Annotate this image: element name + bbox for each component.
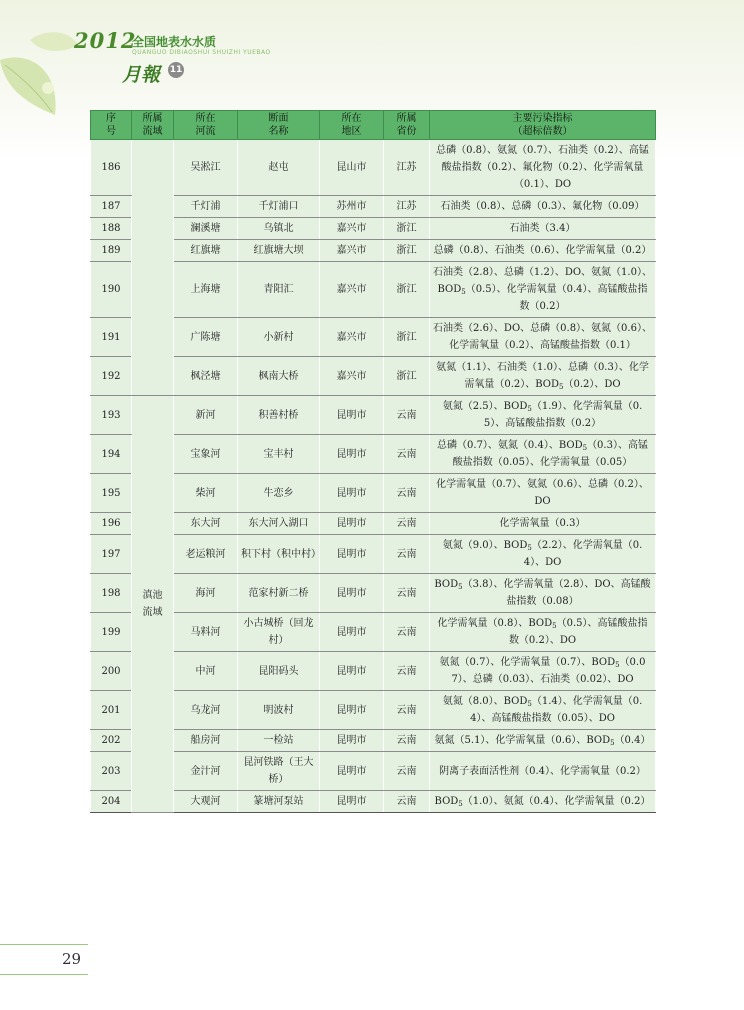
province-cell: 云南 bbox=[384, 752, 430, 791]
section-cell: 范家村新二桥 bbox=[238, 574, 320, 613]
masthead-year: 2012 bbox=[74, 28, 137, 53]
table-row bbox=[91, 357, 656, 396]
row-number-cell: 198 bbox=[91, 574, 132, 613]
area-cell: 嘉兴市 bbox=[320, 318, 384, 357]
area-cell: 嘉兴市 bbox=[320, 357, 384, 396]
area-cell: 昆明市 bbox=[320, 691, 384, 730]
row-number-cell: 193 bbox=[91, 396, 132, 435]
river-cell: 宝象河 bbox=[174, 435, 238, 474]
table-row bbox=[91, 196, 656, 218]
province-cell: 江苏 bbox=[384, 196, 430, 218]
table-row bbox=[91, 535, 656, 574]
section-cell: 昆阳码头 bbox=[238, 652, 320, 691]
pollutants-cell: $BOD_5(1.0)$、氨氮（0.4）、化学需氧量（0.2） bbox=[430, 791, 656, 813]
table-row bbox=[91, 396, 656, 435]
section-cell: 一检站 bbox=[238, 730, 320, 752]
pollutants-cell: 氨氮（9.0）、$BOD_5(2.2)$、化学需氧量（0.4）、DO bbox=[430, 535, 656, 574]
area-cell: 昆明市 bbox=[320, 613, 384, 652]
basin-cell: 滇池 流域 bbox=[132, 396, 174, 813]
province-cell: 云南 bbox=[384, 435, 430, 474]
column-header: 所在 地区 bbox=[320, 111, 384, 140]
pollutants-cell: 总磷（0.8）、氨氮（0.7）、石油类（0.2）、高锰酸盐指数（0.2）、氟化物（0.2）、化学需氧量（0.1）、DO bbox=[430, 140, 656, 196]
section-cell: 东大河入湖口 bbox=[238, 513, 320, 535]
area-cell: 昆明市 bbox=[320, 535, 384, 574]
section-cell: 赵屯 bbox=[238, 140, 320, 196]
province-cell: 云南 bbox=[384, 730, 430, 752]
column-header: 序 号 bbox=[91, 111, 132, 140]
area-cell: 昆明市 bbox=[320, 474, 384, 513]
column-header: 主要污染指标 （超标倍数） bbox=[430, 111, 656, 140]
pollutants-cell: 石油类（3.4） bbox=[430, 218, 656, 240]
column-header: 所属 流域 bbox=[132, 111, 174, 140]
row-number-cell: 199 bbox=[91, 613, 132, 652]
pollutants-cell: 氨氮（0.7）、化学需氧量（0.7）、$BOD_5(0.07)$、总磷（0.03）、石油类（0.02）、DO bbox=[430, 652, 656, 691]
river-cell: 船房河 bbox=[174, 730, 238, 752]
river-cell: 柴河 bbox=[174, 474, 238, 513]
table-row bbox=[91, 574, 656, 613]
river-cell: 中河 bbox=[174, 652, 238, 691]
pollutants-cell: $BOD_5(3.8)$、化学需氧量（2.8）、DO、高锰酸盐指数（0.08） bbox=[430, 574, 656, 613]
river-cell: 吴淞江 bbox=[174, 140, 238, 196]
river-cell: 澜溪塘 bbox=[174, 218, 238, 240]
row-number-cell: 203 bbox=[91, 752, 132, 791]
area-cell: 昆明市 bbox=[320, 752, 384, 791]
province-cell: 云南 bbox=[384, 791, 430, 813]
row-number-cell: 188 bbox=[91, 218, 132, 240]
row-number-cell: 196 bbox=[91, 513, 132, 535]
province-cell: 云南 bbox=[384, 474, 430, 513]
leaf-decoration-icon bbox=[0, 20, 80, 130]
section-cell: 青阳汇 bbox=[238, 262, 320, 318]
province-cell: 云南 bbox=[384, 691, 430, 730]
row-number-cell: 186 bbox=[91, 140, 132, 196]
row-number-cell: 201 bbox=[91, 691, 132, 730]
table-row bbox=[91, 513, 656, 535]
row-number-cell: 189 bbox=[91, 240, 132, 262]
river-cell: 大观河 bbox=[174, 791, 238, 813]
province-cell: 浙江 bbox=[384, 218, 430, 240]
row-number-cell: 190 bbox=[91, 262, 132, 318]
river-cell: 乌龙河 bbox=[174, 691, 238, 730]
river-cell: 广陈塘 bbox=[174, 318, 238, 357]
province-cell: 浙江 bbox=[384, 357, 430, 396]
table-row bbox=[91, 652, 656, 691]
area-cell: 昆明市 bbox=[320, 730, 384, 752]
pollutants-cell: 氨氮（8.0）、$BOD_5(1.4)$、化学需氧量（0.4）、高锰酸盐指数（0.05）、DO bbox=[430, 691, 656, 730]
area-cell: 嘉兴市 bbox=[320, 240, 384, 262]
pollutants-cell: 阴离子表面活性剂（0.4）、化学需氧量（0.2） bbox=[430, 752, 656, 791]
river-cell: 海河 bbox=[174, 574, 238, 613]
row-number-cell: 191 bbox=[91, 318, 132, 357]
province-cell: 浙江 bbox=[384, 262, 430, 318]
column-header: 断面 名称 bbox=[238, 111, 320, 140]
section-cell: 宝丰村 bbox=[238, 435, 320, 474]
table-header-row bbox=[91, 111, 656, 140]
footer-divider bbox=[0, 974, 88, 975]
footer-divider bbox=[0, 944, 88, 945]
river-cell: 枫泾塘 bbox=[174, 357, 238, 396]
column-header: 所属 省份 bbox=[384, 111, 430, 140]
section-cell: 红旗塘大坝 bbox=[238, 240, 320, 262]
issue-number-badge: 11 bbox=[168, 62, 184, 78]
pollutants-cell: 总磷（0.7）、氨氮（0.4）、$BOD_5(0.3)$、高锰酸盐指数（0.05）、化学需氧量（0.05） bbox=[430, 435, 656, 474]
row-number-cell: 204 bbox=[91, 791, 132, 813]
area-cell: 昆明市 bbox=[320, 791, 384, 813]
pollutants-cell: 化学需氧量（0.3） bbox=[430, 513, 656, 535]
column-header: 所在 河流 bbox=[174, 111, 238, 140]
table-body bbox=[91, 140, 656, 813]
area-cell: 昆明市 bbox=[320, 652, 384, 691]
area-cell: 昆明市 bbox=[320, 435, 384, 474]
pollutants-cell: 氨氮（1.1）、石油类（1.0）、总磷（0.3）、化学需氧量（0.2）、$BOD_5(0.2)$、DO bbox=[430, 357, 656, 396]
pollutants-cell: 化学需氧量（0.7）、氨氮（0.6）、总磷（0.2）、DO bbox=[430, 474, 656, 513]
table-row bbox=[91, 262, 656, 318]
area-cell: 苏州市 bbox=[320, 196, 384, 218]
table-row bbox=[91, 791, 656, 813]
section-cell: 积善村桥 bbox=[238, 396, 320, 435]
river-cell: 金汁河 bbox=[174, 752, 238, 791]
water-quality-table bbox=[90, 110, 656, 813]
pollutants-cell: 石油类（2.6）、DO、总磷（0.8）、氨氮（0.6）、化学需氧量（0.2）、高锰酸盐指数（0.1） bbox=[430, 318, 656, 357]
section-cell: 明波村 bbox=[238, 691, 320, 730]
pollutants-cell: 氨氮（2.5）、$BOD_5(1.9)$、化学需氧量（0.5）、高锰酸盐指数（0.2） bbox=[430, 396, 656, 435]
section-cell: 小古城桥（回龙村） bbox=[238, 613, 320, 652]
area-cell: 昆山市 bbox=[320, 140, 384, 196]
area-cell: 昆明市 bbox=[320, 574, 384, 613]
river-cell: 老运粮河 bbox=[174, 535, 238, 574]
section-cell: 枫南大桥 bbox=[238, 357, 320, 396]
river-cell: 千灯浦 bbox=[174, 196, 238, 218]
row-number-cell: 195 bbox=[91, 474, 132, 513]
section-cell: 小新村 bbox=[238, 318, 320, 357]
province-cell: 云南 bbox=[384, 535, 430, 574]
section-cell: 昆河铁路（王大桥） bbox=[238, 752, 320, 791]
river-cell: 马料河 bbox=[174, 613, 238, 652]
area-cell: 嘉兴市 bbox=[320, 218, 384, 240]
pollutants-cell: 化学需氧量（0.8）、$BOD_5(0.5)$、高锰酸盐指数（0.2）、DO bbox=[430, 613, 656, 652]
table-row bbox=[91, 613, 656, 652]
province-cell: 云南 bbox=[384, 574, 430, 613]
province-cell: 江苏 bbox=[384, 140, 430, 196]
province-cell: 云南 bbox=[384, 652, 430, 691]
table-row bbox=[91, 318, 656, 357]
area-cell: 昆明市 bbox=[320, 396, 384, 435]
river-cell: 上海塘 bbox=[174, 262, 238, 318]
area-cell: 昆明市 bbox=[320, 513, 384, 535]
masthead-title: 全国地表水水质 bbox=[132, 35, 217, 49]
province-cell: 浙江 bbox=[384, 318, 430, 357]
row-number-cell: 194 bbox=[91, 435, 132, 474]
section-cell: 乌镇北 bbox=[238, 218, 320, 240]
table-row bbox=[91, 240, 656, 262]
province-cell: 云南 bbox=[384, 513, 430, 535]
section-cell: 千灯浦口 bbox=[238, 196, 320, 218]
row-number-cell: 197 bbox=[91, 535, 132, 574]
section-cell: 积下村（积中村） bbox=[238, 535, 320, 574]
area-cell: 嘉兴市 bbox=[320, 262, 384, 318]
masthead-issue-word: 月報 bbox=[122, 64, 161, 86]
pollutants-cell: 总磷（0.8）、石油类（0.6）、化学需氧量（0.2） bbox=[430, 240, 656, 262]
pollutants-cell: 石油类（2.8）、总磷（1.2）、DO、氨氮（1.0）、$BOD_5(0.5)$、化学需氧量（0.4）、高锰酸盐指数（0.2） bbox=[430, 262, 656, 318]
river-cell: 东大河 bbox=[174, 513, 238, 535]
row-number-cell: 187 bbox=[91, 196, 132, 218]
masthead-pinyin: QUANGUO DIBIAOSHUI SHUIZHI YUEBAO bbox=[132, 49, 271, 56]
table-row bbox=[91, 730, 656, 752]
page-number: 29 bbox=[62, 950, 82, 968]
pollutants-cell: 氨氮（5.1）、化学需氧量（0.6）、$BOD_5(0.4)$ bbox=[430, 730, 656, 752]
section-cell: 牛恋乡 bbox=[238, 474, 320, 513]
section-cell: 篆塘河泵站 bbox=[238, 791, 320, 813]
basin-cell bbox=[132, 140, 174, 396]
table-row bbox=[91, 218, 656, 240]
river-cell: 红旗塘 bbox=[174, 240, 238, 262]
row-number-cell: 200 bbox=[91, 652, 132, 691]
pollutants-cell: 石油类（0.8）、总磷（0.3）、氟化物（0.09） bbox=[430, 196, 656, 218]
province-cell: 云南 bbox=[384, 396, 430, 435]
table-row bbox=[91, 435, 656, 474]
row-number-cell: 192 bbox=[91, 357, 132, 396]
table-row bbox=[91, 474, 656, 513]
table-row bbox=[91, 752, 656, 791]
table-row bbox=[91, 691, 656, 730]
row-number-cell: 202 bbox=[91, 730, 132, 752]
province-cell: 云南 bbox=[384, 613, 430, 652]
river-cell: 新河 bbox=[174, 396, 238, 435]
province-cell: 浙江 bbox=[384, 240, 430, 262]
table-row bbox=[91, 140, 656, 196]
